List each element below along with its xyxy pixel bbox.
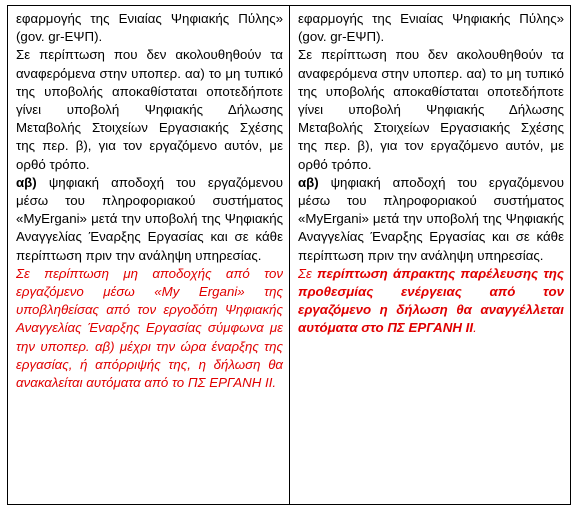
left-paragraph-3 bbox=[16, 174, 283, 265]
right-subclause-text: ψηφιακή αποδοχή του εργαζόμενου μέσω του πληροφοριακού συστήματος «MyErgani» μετά την υποβολή της Ψηφιακής Αναγγελίας Έναρξης Εργασίας και σε κάθε περίπτωση πριν την ανάληψη υπηρεσίας. bbox=[298, 174, 564, 263]
left-subclause-text: ψηφιακή αποδοχή του εργαζόμενου μέσω του πληροφοριακού συστήματος «MyErgani» μετά την υποβολή της Ψηφιακής Αναγγελίας Έναρξης Εργασίας και σε κάθε περίπτωση πριν την ανάληψη υπηρεσίας. bbox=[16, 174, 283, 263]
left-paragraph-1: εφαρμογής της Ενιαίας Ψηφιακής Πύλης» (gov. gr-ΕΨΠ). bbox=[16, 11, 283, 45]
left-column bbox=[8, 6, 289, 504]
right-subclause-label: αβ) bbox=[298, 174, 319, 190]
right-amendment-start: Σε bbox=[298, 265, 318, 281]
right-paragraph-1: εφαρμογής της Ενιαίας Ψηφιακής Πύλης» (gov. gr-ΕΨΠ). bbox=[298, 11, 564, 45]
right-amendment-end: . bbox=[473, 320, 477, 336]
right-paragraph-4 bbox=[298, 265, 564, 338]
right-amendment-bold: περίπτωση άπρακτης παρέλευσης της προθεσμίας ενέργειας από τον εργαζόμενο η δήλωση θα αναγγέλλεται αυτόματα στο ΠΣ ΕΡΓΑΝΗ ΙΙ bbox=[298, 265, 564, 336]
right-column bbox=[289, 6, 570, 504]
right-paragraph-3 bbox=[298, 174, 564, 265]
right-paragraph-2: Σε περίπτωση που δεν ακολουθηθούν τα αναφερόμενα στην υποπερ. αα) το μη τυπικό της υποβολής αποκαθίσταται οποτεδήποτε γίνει υποβολή Ψηφιακής Δήλωσης Μεταβολής Στοιχείων Εργασιακής Σχέσης της περ. β), για τον εργαζόμενο αυτόν, με ορθό τρόπο. bbox=[298, 47, 564, 172]
left-paragraph-4: Σε περίπτωση μη αποδοχής από τον εργαζόμενο μέσω «My Ergani» της υποβληθείσας από τον εργοδότη Ψηφιακής Αναγγελίας Έναρξης Εργασίας σύμφωνα με την υποπερ. αβ) μέχρι την ώρα έναρξης της εργασίας, ή απόρριψής της, η δήλωση θα ανακαλείται αυτόματα από το ΠΣ ΕΡΓΑΝΗ ΙΙ. bbox=[16, 265, 283, 391]
left-subclause-label: αβ) bbox=[16, 174, 37, 190]
comparison-table bbox=[7, 5, 571, 505]
left-paragraph-2: Σε περίπτωση που δεν ακολουθηθούν τα αναφερόμενα στην υποπερ. αα) το μη τυπικό της υποβολής αποκαθίσταται οποτεδήποτε γίνει υποβολή Ψηφιακής Δήλωσης Μεταβολής Στοιχείων Εργασιακής Σχέσης της περ. β), για τον εργαζόμενο αυτόν, με ορθό τρόπο. bbox=[16, 47, 283, 172]
